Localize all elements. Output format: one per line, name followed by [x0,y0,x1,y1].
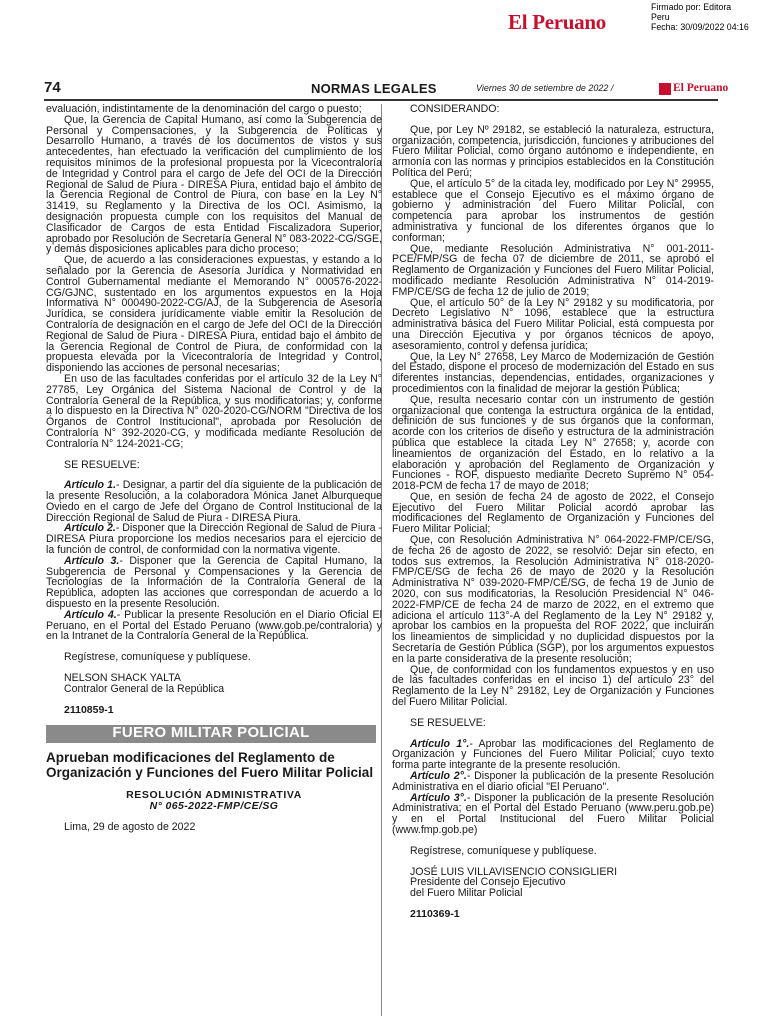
resolution-number: N° 065-2022-FMP/CE/SG [149,800,279,813]
signer-title: Contralor General de la República [64,682,225,695]
section-band: FUERO MILITAR POLICIAL [46,725,376,743]
resuelve-heading: SE RESUELVE: [64,458,140,471]
paragraph: Que, mediante Resolución Administrativa N° 001-2011-PCE/FMP/SG de fecha 07 de diciembre de 2011, se aprobó el Reglamento de Organización y Funciones del Fuero Militar Policial, modificado mediante Resolución Administrativa N° 014-2019-FMP/CE/SG de fecha 12 de julio de 2019; [392,242,714,298]
article-text: - Publicar la presente Resolución en el Diario Oficial El Peruano, en el Portal del Estado Peruano (www.gob.pe/contraloria) y en la Intranet de la Contraloría General de la República. [46,608,382,643]
signature-line: Peru [651,12,670,23]
signer-name: JOSÉ LUIS VILLAVISENCIO CONSIGLIERI [410,865,618,878]
page-header [44,78,729,99]
article-text: - Disponer la publicación de la presente Resolución Administrativa en el diario oficial "El Peruano". [392,770,714,793]
paragraph: Que, el artículo 5° de la citada ley, modificado por Ley N° 29955, establece que el Consejo Ejecutivo es el máximo órgano de gobierno y administración del Fuero Militar Policial, con competencia para aprobar los instrumentos de gestión administrativa y funcional de los diferentes órganos que lo conforman; [392,177,714,244]
article-text: - Disponer que la Dirección Regional de Salud de Piura - DIRESA Piura proporcione los medios necesarios para el ejercicio de la función de control, de conformidad con la normativa vigente. [46,522,382,557]
signer-title: del Fuero Militar Policial [410,887,523,900]
digital-signature [651,2,749,33]
signature-line: Firmado por: Editora [651,2,732,12]
article [392,793,714,836]
article [46,610,382,642]
right-column [392,104,714,920]
left-column [46,104,382,833]
paragraph: Que, en sesión de fecha 24 de agosto de 2022, el Consejo Ejecutivo del Fuero Militar Policial acordó aprobar las modificaciones del Reglamento de Organización y Funciones del Fuero Militar Policial; [392,490,714,536]
closing-formula: Regístrese, comuníquese y publíquese. [410,844,597,857]
article [392,771,714,793]
paragraph: En uso de las facultades conferidas por el artículo 32 de la Ley N° 27785, Ley Orgánica del Sistema Nacional de Control y de la Contraloría General de la República, y sus modificatorias; y, conforme a lo dispuesto en la Directiva N° 020-2020-CG/NORM "Directiva de los Órganos de Control Institucional", aprobada por Resolución de Contraloría N° 392-2020-CG, y modificada mediante Resolución de Contraloría N° 124-2021-CG; [46,372,382,450]
article-text: - Aprobar las modificaciones del Reglamento de Organización y Funciones del Fuero Militar Policial; cuyo texto forma parte integrante de la presente resolución. [392,737,714,772]
article-label: Artículo 3°. [410,791,467,804]
article-label: Artículo 2°. [410,770,467,783]
article-label: Artículo 2. [64,522,116,535]
paragraph: Que, por Ley Nº 29182, se estableció la naturaleza, estructura, organización, competencia, jurisdicción, funciones y atribuciones del Fuero Militar Policial, como órgano autónomo e independiente, en armonía con las normas y principios establecidos en la Constitución Política del Perú; [392,123,714,179]
signer-name: NELSON SHACK YALTA [64,672,181,685]
article [392,739,714,771]
article [46,523,382,555]
place-date: Lima, 29 de agosto de 2022 [64,820,196,833]
resolution-type: RESOLUCIÓN ADMINISTRATIVA [126,789,302,802]
page-number: 74 [44,79,61,96]
signer-title: Presidente del Consejo Ejecutivo [410,876,566,889]
publication-code: 2110369-1 [410,907,460,920]
article-label: Artículo 4. [64,608,117,621]
article-label: Artículo 3. [64,554,120,567]
paragraph: Que, la Ley N° 27658, Ley Marco de Modernización de Gestión del Estado, dispone el proceso de modernización del Estado en sus diferentes instancias, dependencias, entidades, organizaciones y procedimientos con la finalidad de mejorar la gestión Pública; [392,350,714,395]
paragraph: Que, con Resolución Administrativa N° 064-2022-FMP/CE/SG, de fecha 26 de agosto de 2022, se resolvió: Dejar sin efecto, en todos sus extremos, la Resolución Administrativa N° 018-2020-FMP/CE/SG de fecha 26 de mayo de 2020 y la Resolución Administrativa N° 039-2020-FMP/CE/SG, de fecha 19 de Junio de 2020, con sus modificatorias, la Resolución Presidencial N° 046-2022-FMP/CE de fecha 24 de marzo de 2022, en el extremo que adiciona el artículo 113°-A del Reglamento de la Ley N° 29182 y, aprobar los cambios en la propuesta del ROF 2022, que incluirán los lineamientos de simplicidad y no duplicidad dispuestos por la Secretaría de Gestión Pública (SGP), por los argumentos expuestos en la parte considerativa de la presente resolución; [392,534,714,665]
section-title: NORMAS LEGALES [311,81,437,96]
issue-date: Viernes 30 de setiembre de 2022 / [476,83,614,93]
paragraph: evaluación, indistintamente de la denominación del cargo o puesto; [46,103,362,115]
resuelve-heading: SE RESUELVE: [410,716,486,729]
paragraph: Que, de conformidad con los fundamentos expuestos y en uso de las facultades conferidas en el inciso 1) del artículo 23° del Reglamento de la Ley N° 29182, Ley de Organización y Funciones del Fuero Militar Policial. [392,663,714,709]
article [46,556,382,610]
el-peruano-logo: El Peruano [508,10,606,34]
article [46,480,382,523]
header-brand: El Peruano [673,82,729,94]
closing-formula: Regístrese, comuníquese y publíquese. [64,651,251,664]
article-text: - Designar, a partir del día siguiente de la publicación de la presente Resolución, a la colaboradora Mónica Janet Alburqueque Oviedo en el cargo de Jefe del Órgano de Control Institucional de la Dirección Regional de Salud de Piura - DIRESA Piura. [46,479,382,524]
article-label: Artículo 1°. [410,737,470,750]
considerando-heading: CONSIDERANDO: [410,103,500,115]
paragraph: Que, la Gerencia de Capital Humano, así como la Subgerencia de Personal y Compensaciones, y la Subgerencia de Políticas y Desarrollo Humano, a través de los documentos de vistos y sus antecedentes, han efectuado la verificación del cumplimiento de los requisitos mínimos de la profesional propuesta por la Vicecontraloría de Integridad y Control para el cargo de Jefe del OCI de la Dirección Regional de Salud de Piura - DIRESA Piura, entidad bajo el ámbito de la Gerencia Regional de Control de Piura, con base en la Ley N° 31419, su Reglamento y la Directiva de los OCI. Asimismo, la designación propuesta cumple con los requisitos del Manual de Clasificador de Cargos de esta Entidad Fiscalizadora Superior, aprobado por Resolución de Secretaría General N° 083-2022-CG/SGE, y demás disposiciones aplicables para dicho proceso; [46,113,382,256]
publication-code: 2110859-1 [64,703,114,716]
paragraph: Que, el artículo 50° de la Ley N° 29182 y su modificatoria, por Decreto Legislativo N° 1096, establece que la estructura administrativa básica del Fuero Militar Policial, está compuesta por una Dirección Ejecutiva y por órganos técnicos de apoyo, asesoramiento, control y defensa jurídica; [392,296,714,352]
article-text: - Disponer que la Gerencia de Capital Humano, la Subgerencia de Personal y Compensaciones y la Gerencia de Tecnologías de la Información de la Contraloría General de la República, adopten las acciones que correspondan de acuerdo a lo dispuesto en la presente Resolución. [46,554,382,611]
paragraph: Que, resulta necesario contar con un instrumento de gestión organizacional que contenga la estructura orgánica de la entidad, definición de sus funciones y de sus órganos que la conforman, acorde con los criterios de diseño y estructura de la administración pública que establece la citada Ley N° 27658; y, acorde con lineamientos de organización del Estado, en lo relativo a la elaboración y aprobación del Reglamento de Organización y Funciones - ROF, dispuesto mediante Decreto Supremo N° 054-2018-PCM de fecha 17 de mayo de 2018; [392,393,714,493]
peru-shield-icon [658,82,672,96]
article-text: - Disponer la publicación de la presente Resolución Administrativa; en el Portal del Estado Peruano (www.peru.gob.pe) y en el Portal Institucional del Fuero Militar Policial (www.fmp.gob.pe) [392,791,714,836]
signature-line: Fecha: 30/09/2022 04:16 [651,22,749,33]
article-label: Artículo 1. [64,479,117,492]
paragraph: Que, de acuerdo a las consideraciones expuestas, y estando a lo señalado por la Gerencia de Asesoría Jurídica y Normatividad en Control Gubernamental mediante el Memorando N° 000576-2022-CG/GJNC, sustentado en los argumentos expuestos en la Hoja Informativa N° 000490-2022-CG/AJ, de la Subgerencia de Asesoría Jurídica, se considera jurídicamente viable emitir la Resolución de Contraloría de designación en el cargo de Jefe del OCI de la Dirección Regional de Salud de Piura - DIRESA Piura, entidad bajo el ámbito de la Gerencia Regional de Control de Piura, de conformidad con la propuesta elevada por la Vicecontraloría de Integridad y Control, disponiendo las acciones de personal necesarias; [46,254,382,375]
header-divider [44,99,718,101]
resolution-headline: Aprueban modificaciones del Reglamento de Organización y Funciones del Fuero Militar Policial [46,750,374,780]
